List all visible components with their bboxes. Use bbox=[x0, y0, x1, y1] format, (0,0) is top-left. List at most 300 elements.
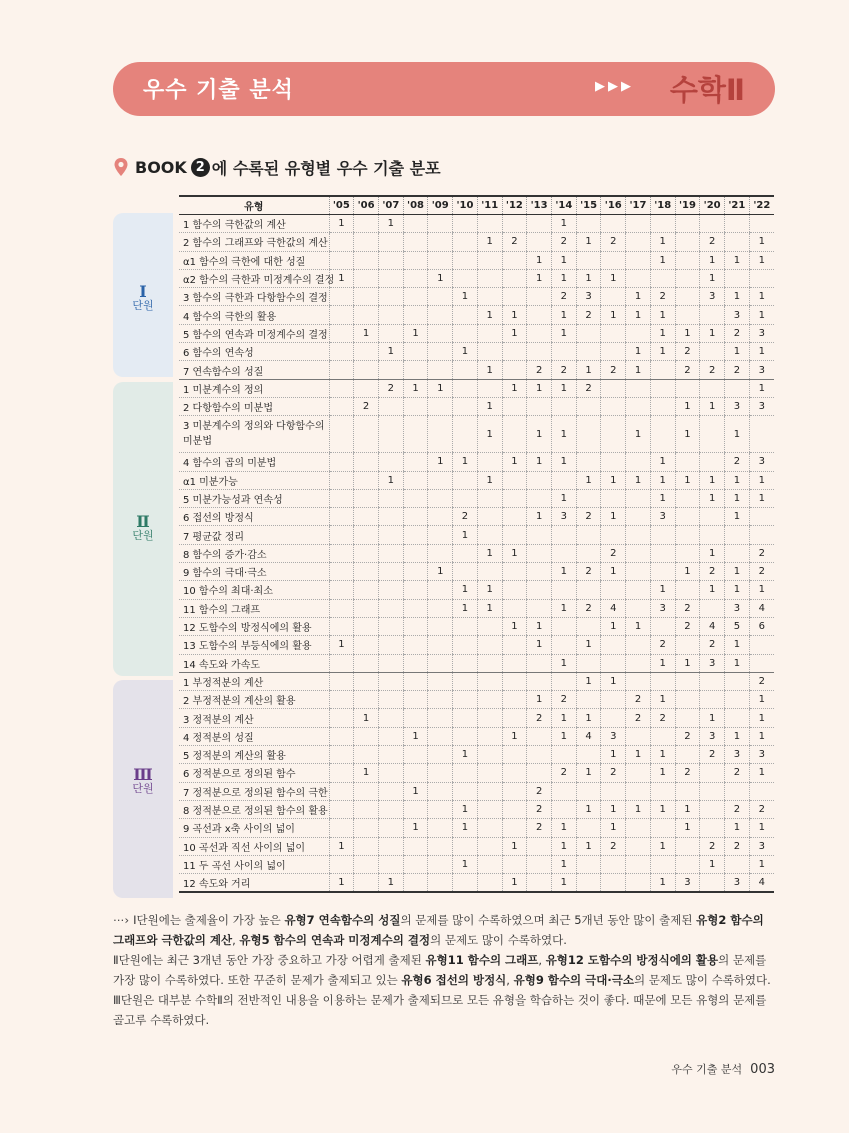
count-cell bbox=[700, 764, 725, 782]
count-cell bbox=[601, 416, 626, 453]
count-cell bbox=[378, 269, 403, 287]
count-cell bbox=[749, 636, 774, 654]
count-cell bbox=[403, 654, 428, 672]
count-cell: 1 bbox=[551, 855, 576, 873]
count-cell bbox=[626, 874, 651, 893]
count-cell: 2 bbox=[601, 544, 626, 562]
count-cell bbox=[700, 508, 725, 526]
count-cell: 1 bbox=[527, 251, 552, 269]
count-cell: 1 bbox=[576, 764, 601, 782]
count-cell bbox=[403, 855, 428, 873]
count-cell: 1 bbox=[502, 306, 527, 324]
year-column-header: '09 bbox=[428, 196, 453, 215]
count-cell bbox=[428, 837, 453, 855]
book-number-badge: 2 bbox=[191, 158, 210, 177]
count-cell bbox=[477, 782, 502, 800]
count-cell: 1 bbox=[551, 251, 576, 269]
count-cell bbox=[378, 251, 403, 269]
type-cell: 12 도함수의 방정식에의 활용 bbox=[179, 617, 329, 635]
header-banner bbox=[113, 62, 775, 116]
count-cell: 1 bbox=[725, 819, 750, 837]
count-cell: 1 bbox=[403, 819, 428, 837]
count-cell bbox=[354, 727, 379, 745]
count-cell bbox=[650, 361, 675, 379]
count-cell bbox=[502, 489, 527, 507]
count-cell bbox=[700, 453, 725, 471]
count-cell: 1 bbox=[378, 215, 403, 233]
table-row bbox=[179, 581, 774, 599]
count-cell: 1 bbox=[551, 709, 576, 727]
count-cell: 3 bbox=[700, 727, 725, 745]
count-cell bbox=[576, 819, 601, 837]
page-footer bbox=[671, 1061, 775, 1077]
count-cell bbox=[403, 306, 428, 324]
count-cell bbox=[576, 416, 601, 453]
type-cell: 6 함수의 연속성 bbox=[179, 343, 329, 361]
count-cell bbox=[576, 489, 601, 507]
count-cell: 2 bbox=[378, 379, 403, 397]
count-cell bbox=[428, 691, 453, 709]
count-cell bbox=[527, 874, 552, 893]
count-cell bbox=[527, 581, 552, 599]
count-cell bbox=[527, 855, 552, 873]
count-cell: 2 bbox=[626, 709, 651, 727]
count-cell bbox=[428, 471, 453, 489]
type-cell: 12 속도와 거리 bbox=[179, 874, 329, 893]
type-cell: 4 정적분의 성질 bbox=[179, 727, 329, 745]
count-cell: 1 bbox=[329, 874, 354, 893]
type-cell: 1 부정적분의 계산 bbox=[179, 672, 329, 690]
count-cell: 1 bbox=[675, 654, 700, 672]
count-cell: 1 bbox=[354, 709, 379, 727]
count-cell bbox=[551, 343, 576, 361]
page-number: 003 bbox=[750, 1062, 775, 1077]
count-cell bbox=[527, 837, 552, 855]
count-cell bbox=[378, 233, 403, 251]
count-cell: 3 bbox=[749, 453, 774, 471]
count-cell bbox=[576, 855, 601, 873]
count-cell bbox=[403, 581, 428, 599]
count-cell bbox=[601, 489, 626, 507]
count-cell bbox=[354, 672, 379, 690]
count-cell bbox=[601, 343, 626, 361]
count-cell: 1 bbox=[551, 416, 576, 453]
count-cell: 1 bbox=[453, 599, 478, 617]
arrow-icon: ⋯› bbox=[113, 913, 130, 927]
count-cell: 1 bbox=[725, 471, 750, 489]
count-cell bbox=[502, 855, 527, 873]
count-cell bbox=[749, 215, 774, 233]
count-cell bbox=[477, 874, 502, 893]
count-cell bbox=[749, 416, 774, 453]
year-column-header: '12 bbox=[502, 196, 527, 215]
count-cell: 1 bbox=[551, 837, 576, 855]
count-cell bbox=[527, 526, 552, 544]
unit-3-label bbox=[113, 765, 173, 796]
count-cell: 1 bbox=[453, 526, 478, 544]
type-cell: 3 미분계수의 정의와 다항함수의 미분법 bbox=[179, 416, 329, 453]
count-cell bbox=[403, 672, 428, 690]
count-cell bbox=[378, 746, 403, 764]
count-cell bbox=[354, 819, 379, 837]
count-cell bbox=[378, 397, 403, 415]
count-cell: 1 bbox=[725, 489, 750, 507]
count-cell bbox=[626, 324, 651, 342]
count-cell: 2 bbox=[551, 361, 576, 379]
count-cell bbox=[354, 288, 379, 306]
count-cell bbox=[329, 288, 354, 306]
count-cell: 1 bbox=[576, 636, 601, 654]
count-cell bbox=[378, 800, 403, 818]
count-cell: 1 bbox=[700, 324, 725, 342]
count-cell bbox=[453, 727, 478, 745]
count-cell bbox=[626, 636, 651, 654]
count-cell: 1 bbox=[502, 453, 527, 471]
count-cell: 1 bbox=[675, 563, 700, 581]
count-cell bbox=[551, 544, 576, 562]
count-cell bbox=[675, 233, 700, 251]
type-cell: 14 속도와 가속도 bbox=[179, 654, 329, 672]
count-cell: 2 bbox=[675, 617, 700, 635]
count-cell: 1 bbox=[551, 819, 576, 837]
count-cell bbox=[675, 508, 700, 526]
count-cell: 1 bbox=[527, 617, 552, 635]
count-cell bbox=[650, 416, 675, 453]
count-cell: 2 bbox=[576, 379, 601, 397]
table-row bbox=[179, 508, 774, 526]
count-cell bbox=[354, 361, 379, 379]
count-cell: 1 bbox=[551, 489, 576, 507]
year-column-header: '13 bbox=[527, 196, 552, 215]
count-cell bbox=[428, 800, 453, 818]
count-cell: 1 bbox=[477, 581, 502, 599]
count-cell: 2 bbox=[527, 361, 552, 379]
count-cell: 1 bbox=[650, 251, 675, 269]
count-cell bbox=[329, 581, 354, 599]
note-unit-2: Ⅱ단원에는 최근 3개년 동안 가장 중요하고 가장 어렵게 출제된 유형11 함수의 그래프, 유형12 도함수의 방정식에의 활용의 문제를 가장 많이 수록하였다. 또한 꾸준히 문제가 출제되고 있는 유형6 접선의 방정식, 유형9 함수의 극대·극소의 문제도 많이 수록하였다. bbox=[113, 953, 771, 987]
count-cell: 2 bbox=[527, 709, 552, 727]
count-cell bbox=[675, 782, 700, 800]
count-cell bbox=[403, 269, 428, 287]
count-cell: 1 bbox=[551, 599, 576, 617]
count-cell: 1 bbox=[477, 233, 502, 251]
count-cell: 1 bbox=[700, 709, 725, 727]
count-cell: 1 bbox=[453, 855, 478, 873]
count-cell bbox=[749, 526, 774, 544]
count-cell bbox=[650, 379, 675, 397]
count-cell bbox=[428, 727, 453, 745]
count-cell bbox=[403, 343, 428, 361]
count-cell: 1 bbox=[650, 691, 675, 709]
count-cell bbox=[378, 672, 403, 690]
count-cell bbox=[527, 563, 552, 581]
count-cell bbox=[453, 215, 478, 233]
count-cell: 1 bbox=[502, 727, 527, 745]
count-cell: 2 bbox=[576, 508, 601, 526]
count-cell bbox=[453, 654, 478, 672]
count-cell bbox=[502, 599, 527, 617]
type-cell: 5 함수의 연속과 미정계수의 결정 bbox=[179, 324, 329, 342]
count-cell bbox=[477, 288, 502, 306]
count-cell: 1 bbox=[477, 544, 502, 562]
count-cell bbox=[378, 855, 403, 873]
count-cell bbox=[378, 508, 403, 526]
table-row bbox=[179, 746, 774, 764]
header-arrows-icon: ▶▶▶ bbox=[595, 79, 634, 94]
count-cell bbox=[675, 855, 700, 873]
distribution-table bbox=[179, 195, 774, 893]
count-cell bbox=[502, 782, 527, 800]
count-cell: 1 bbox=[428, 453, 453, 471]
count-cell: 1 bbox=[626, 343, 651, 361]
table-row bbox=[179, 800, 774, 818]
count-cell: 1 bbox=[378, 471, 403, 489]
count-cell: 1 bbox=[329, 269, 354, 287]
type-cell: 2 함수의 그래프와 극한값의 계산 bbox=[179, 233, 329, 251]
count-cell bbox=[329, 251, 354, 269]
count-cell bbox=[329, 782, 354, 800]
count-cell bbox=[477, 324, 502, 342]
count-cell: 1 bbox=[749, 727, 774, 745]
count-cell bbox=[576, 453, 601, 471]
count-cell bbox=[502, 508, 527, 526]
count-cell bbox=[354, 544, 379, 562]
type-cell: 6 접선의 방정식 bbox=[179, 508, 329, 526]
type-cell: 3 함수의 극한과 다항함수의 결정 bbox=[179, 288, 329, 306]
count-cell bbox=[428, 636, 453, 654]
count-cell bbox=[650, 782, 675, 800]
count-cell: 1 bbox=[650, 746, 675, 764]
count-cell bbox=[601, 379, 626, 397]
count-cell: 1 bbox=[675, 397, 700, 415]
unit-3-roman: Ⅲ bbox=[133, 765, 153, 784]
count-cell: 1 bbox=[551, 563, 576, 581]
table-row bbox=[179, 453, 774, 471]
count-cell bbox=[453, 874, 478, 893]
type-cell: 8 정적분으로 정의된 함수의 활용 bbox=[179, 800, 329, 818]
count-cell: 1 bbox=[626, 617, 651, 635]
count-cell bbox=[601, 526, 626, 544]
count-cell bbox=[453, 471, 478, 489]
count-cell bbox=[403, 599, 428, 617]
count-cell bbox=[403, 251, 428, 269]
count-cell: 1 bbox=[700, 471, 725, 489]
count-cell bbox=[477, 691, 502, 709]
count-cell: 3 bbox=[749, 397, 774, 415]
count-cell: 1 bbox=[700, 251, 725, 269]
count-cell: 2 bbox=[650, 288, 675, 306]
count-cell bbox=[403, 746, 428, 764]
count-cell bbox=[601, 782, 626, 800]
count-cell bbox=[403, 416, 428, 453]
count-cell: 2 bbox=[725, 324, 750, 342]
count-cell bbox=[428, 855, 453, 873]
count-cell bbox=[477, 215, 502, 233]
count-cell bbox=[527, 764, 552, 782]
count-cell bbox=[428, 672, 453, 690]
table-row bbox=[179, 837, 774, 855]
type-cell: α1 미분가능 bbox=[179, 471, 329, 489]
table-row bbox=[179, 416, 774, 453]
count-cell: 1 bbox=[428, 563, 453, 581]
type-cell: 3 정적분의 계산 bbox=[179, 709, 329, 727]
count-cell: 2 bbox=[675, 361, 700, 379]
count-cell: 1 bbox=[626, 288, 651, 306]
count-cell bbox=[527, 489, 552, 507]
unit-1-text: 단원 bbox=[132, 299, 154, 312]
count-cell bbox=[626, 855, 651, 873]
count-cell bbox=[502, 636, 527, 654]
count-cell bbox=[428, 508, 453, 526]
count-cell: 2 bbox=[700, 361, 725, 379]
count-cell: 2 bbox=[576, 306, 601, 324]
count-cell: 4 bbox=[749, 599, 774, 617]
count-cell bbox=[453, 416, 478, 453]
count-cell: 1 bbox=[477, 416, 502, 453]
count-cell bbox=[700, 672, 725, 690]
count-cell bbox=[502, 361, 527, 379]
count-cell: 3 bbox=[725, 306, 750, 324]
count-cell bbox=[354, 215, 379, 233]
count-cell bbox=[576, 617, 601, 635]
count-cell: 1 bbox=[502, 617, 527, 635]
type-cell: 2 부정적분의 계산의 활용 bbox=[179, 691, 329, 709]
count-cell bbox=[700, 874, 725, 893]
count-cell: 3 bbox=[725, 746, 750, 764]
type-cell: 7 평균값 정리 bbox=[179, 526, 329, 544]
year-column-header: '19 bbox=[675, 196, 700, 215]
table-row bbox=[179, 709, 774, 727]
count-cell bbox=[403, 397, 428, 415]
note-unit-3: Ⅲ단원은 대부분 수학Ⅱ의 전반적인 내용을 이용하는 문제가 출제되므로 모든 유형을 학습하는 것이 좋다. 때문에 모든 유형의 문제를 골고루 수록하였다. bbox=[113, 993, 767, 1027]
count-cell: 1 bbox=[650, 343, 675, 361]
count-cell bbox=[453, 269, 478, 287]
table-row bbox=[179, 544, 774, 562]
count-cell bbox=[403, 453, 428, 471]
count-cell: 1 bbox=[527, 691, 552, 709]
count-cell bbox=[725, 269, 750, 287]
count-cell bbox=[403, 691, 428, 709]
count-cell bbox=[329, 654, 354, 672]
table-row bbox=[179, 764, 774, 782]
count-cell bbox=[551, 672, 576, 690]
count-cell bbox=[527, 215, 552, 233]
count-cell bbox=[428, 544, 453, 562]
count-cell bbox=[502, 269, 527, 287]
count-cell bbox=[428, 746, 453, 764]
count-cell: 2 bbox=[502, 233, 527, 251]
count-cell bbox=[626, 251, 651, 269]
count-cell bbox=[725, 709, 750, 727]
count-cell bbox=[378, 727, 403, 745]
count-cell bbox=[650, 727, 675, 745]
count-cell: 1 bbox=[650, 654, 675, 672]
count-cell: 1 bbox=[725, 654, 750, 672]
count-cell bbox=[477, 489, 502, 507]
count-cell bbox=[403, 508, 428, 526]
table-row bbox=[179, 215, 774, 233]
count-cell bbox=[453, 617, 478, 635]
count-cell bbox=[576, 343, 601, 361]
count-cell bbox=[378, 599, 403, 617]
count-cell bbox=[453, 233, 478, 251]
count-cell bbox=[527, 233, 552, 251]
unit-2-text: 단원 bbox=[132, 529, 154, 542]
count-cell bbox=[329, 563, 354, 581]
count-cell: 2 bbox=[354, 397, 379, 415]
count-cell: 1 bbox=[749, 819, 774, 837]
count-cell bbox=[378, 782, 403, 800]
count-cell: 2 bbox=[601, 764, 626, 782]
count-cell bbox=[477, 508, 502, 526]
count-cell: 1 bbox=[576, 800, 601, 818]
count-cell: 1 bbox=[551, 324, 576, 342]
count-cell bbox=[477, 636, 502, 654]
count-cell: 2 bbox=[527, 800, 552, 818]
header-subject: 수학Ⅱ bbox=[669, 73, 745, 107]
count-cell bbox=[329, 855, 354, 873]
count-cell bbox=[329, 233, 354, 251]
count-cell bbox=[378, 837, 403, 855]
count-cell bbox=[354, 416, 379, 453]
count-cell bbox=[576, 581, 601, 599]
count-cell bbox=[329, 617, 354, 635]
count-cell bbox=[453, 691, 478, 709]
count-cell: 1 bbox=[378, 343, 403, 361]
footer-label: 우수 기출 분석 bbox=[671, 1063, 743, 1076]
count-cell bbox=[329, 508, 354, 526]
count-cell bbox=[725, 672, 750, 690]
count-cell: 1 bbox=[626, 746, 651, 764]
count-cell: 1 bbox=[650, 471, 675, 489]
count-cell: 1 bbox=[601, 819, 626, 837]
count-cell bbox=[453, 306, 478, 324]
type-cell: 8 함수의 증가·감소 bbox=[179, 544, 329, 562]
count-cell bbox=[527, 397, 552, 415]
count-cell: 1 bbox=[576, 709, 601, 727]
count-cell bbox=[725, 233, 750, 251]
count-cell bbox=[477, 563, 502, 581]
type-cell: 9 곡선과 x축 사이의 넓이 bbox=[179, 819, 329, 837]
count-cell: 2 bbox=[700, 837, 725, 855]
count-cell bbox=[428, 654, 453, 672]
count-cell: 1 bbox=[527, 416, 552, 453]
count-cell: 1 bbox=[601, 800, 626, 818]
count-cell bbox=[502, 526, 527, 544]
count-cell: 1 bbox=[502, 837, 527, 855]
type-cell: 10 함수의 최대·최소 bbox=[179, 581, 329, 599]
count-cell bbox=[626, 837, 651, 855]
count-cell bbox=[576, 654, 601, 672]
count-cell bbox=[527, 599, 552, 617]
year-column-header: '22 bbox=[749, 196, 774, 215]
count-cell bbox=[329, 416, 354, 453]
count-cell: 2 bbox=[650, 709, 675, 727]
count-cell bbox=[329, 800, 354, 818]
count-cell bbox=[675, 306, 700, 324]
count-cell bbox=[477, 617, 502, 635]
unit-1-roman: Ⅰ bbox=[139, 282, 147, 301]
count-cell bbox=[576, 251, 601, 269]
count-cell bbox=[378, 581, 403, 599]
count-cell: 3 bbox=[601, 727, 626, 745]
unit-2-roman: Ⅱ bbox=[136, 512, 150, 531]
count-cell: 1 bbox=[477, 306, 502, 324]
count-cell bbox=[477, 526, 502, 544]
count-cell: 2 bbox=[675, 599, 700, 617]
count-cell bbox=[477, 269, 502, 287]
count-cell bbox=[502, 563, 527, 581]
